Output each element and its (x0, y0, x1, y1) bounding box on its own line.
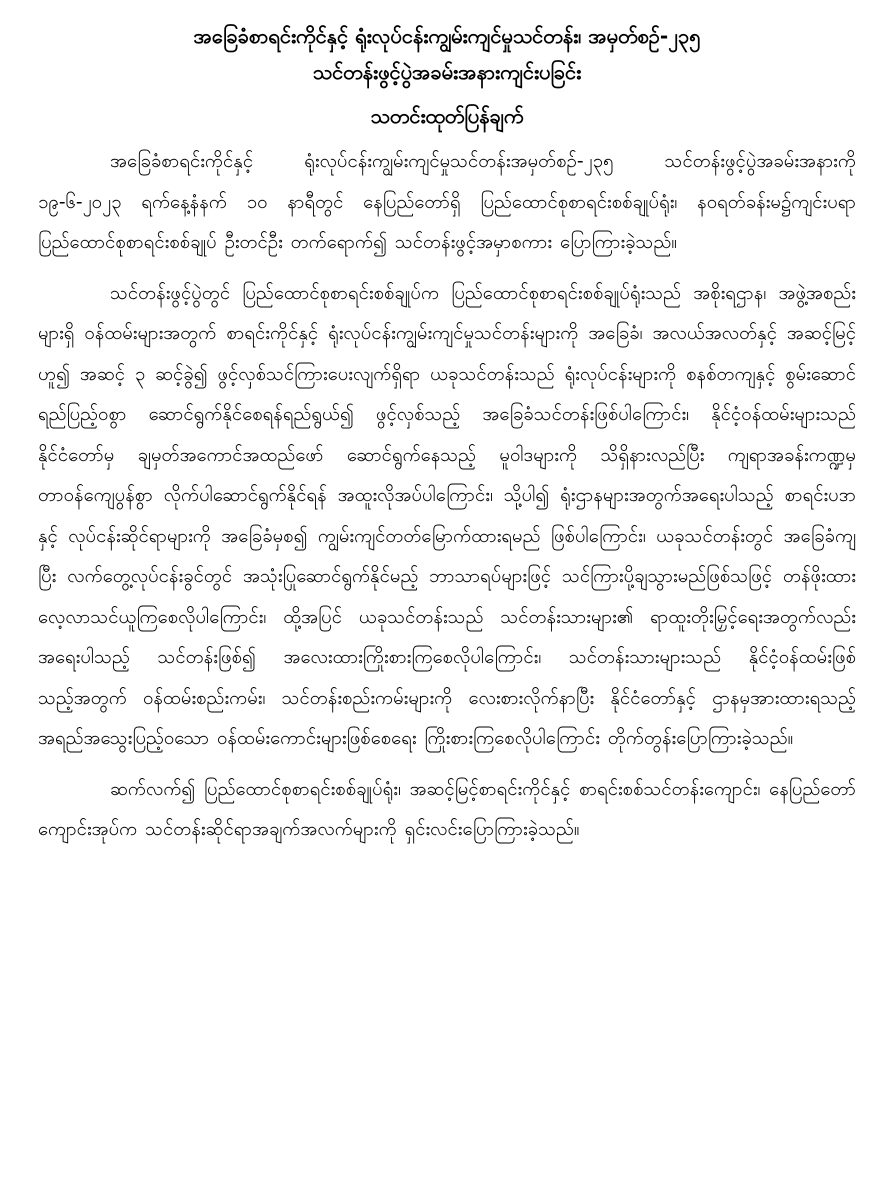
paragraph-3: ဆက်လက်၍ ပြည်ထောင်စုစာရင်းစစ်ချုပ်ရုံး၊ အဆင့်မြင့်စာရင်းကိုင်နှင့် စာရင်းစစ်သင်တန်းကျောင်း၊ နေပြည်တော်ကျောင်းအုပ်က သင်တန်းဆိုင်ရာအချက်အလက်များကို ရှင်းလင်းပြောကြားခဲ့သည်။ (38, 778, 856, 840)
paragraph-1: အခြေခံစာရင်းကိုင်နှင့် ရုံးလုပ်ငန်းကျွမ်းကျင်မှုသင်တန်းအမှတ်စဉ်-၂၃၅ သင်တန်းဖွင့်ပွဲအခမ်းအနားကို ၁၉-၆-၂၀၂၃ ရက်နေ့နံနက် ၁၀ နာရီတွင် နေပြည်တော်ရှိ ပြည်ထောင်စုစာရင်းစစ်ချုပ်ရုံး၊ နဝရတ်ခန်းမ၌ကျင်းပရာ ပြည်ထောင်စုစာရင်းစစ်ချုပ် ဦးတင်ဦး တက်ရောက်၍ သင်တန်းဖွင့်အမှာစကား ပြောကြားခဲ့သည်။ (38, 151, 856, 253)
document-title-line-2: သင်တန်းဖွင့်ပွဲအခမ်းအနားကျင်းပခြင်း (312, 60, 582, 84)
document-title-line-1: အခြေခံစာရင်းကိုင်နှင့် ရုံးလုပ်ငန်းကျွမ်းကျင်မှုသင်တန်း၊ အမှတ်စဉ်-၂၃၅ (193, 24, 701, 48)
document-subtitle: သတင်းထုတ်ပြန်ချက် (370, 104, 524, 128)
title-block (38, 18, 856, 90)
paragraph-2: သင်တန်းဖွင့်ပွဲတွင် ပြည်ထောင်စုစာရင်းစစ်ချုပ်က ပြည်ထောင်စုစာရင်းစစ်ချုပ်ရုံးသည် အစိုးရဌာန၊ အဖွဲ့အစည်းများရှိ ဝန်ထမ်းများအတွက် စာရင်းကိုင်နှင့် ရုံးလုပ်ငန်းကျွမ်းကျင်မှုသင်တန်းများကို အခြေခံ၊ အလယ်အလတ်နှင့် အဆင့်မြင့်ဟူ၍ အဆင့် ၃ ဆင့်ခွဲ၍ ဖွင့်လှစ်သင်ကြားပေးလျက်ရှိရာ ယခုသင်တန်းသည် ရုံးလုပ်ငန်းများကို စနစ်တကျနှင့် စွမ်းဆောင်ရည်ပြည့်ဝစွာ ဆောင်ရွက်နိုင်စေရန်ရည်ရွယ်၍ ဖွင့်လှစ်သည့် အခြေခံသင်တန်းဖြစ်ပါကြောင်း၊ နိုင်ငံ့ဝန်ထမ်းများသည် နိုင်ငံတော်မှ ချမှတ်အကောင်အထည်ဖော် ဆောင်ရွက်နေသည့် မူဝါဒများကို သိရှိနားလည်ပြီး ကျရာအခန်းကဏ္ဍမှ တာဝန်ကျေပွန်စွာ လိုက်ပါဆောင်ရွက်နိုင်ရန် အထူးလိုအပ်ပါကြောင်း၊ သို့ပါ၍ ရုံးဌာနများအတွက်အရေးပါသည့် စာရင်းပဒာနှင့် လုပ်ငန်းဆိုင်ရာများကို အခြေခံမှစ၍ ကျွမ်းကျင်တတ်မြောက်ထားရမည် ဖြစ်ပါကြောင်း၊ ယခုသင်တန်းတွင် အခြေခံကျပြီး လက်တွေ့လုပ်ငန်းခွင်တွင် အသုံးပြုဆောင်ရွက်နိုင်မည့် ဘာသာရပ်များဖြင့် သင်ကြားပို့ချသွားမည်ဖြစ်သဖြင့် တန်ဖိုးထားလေ့လာသင်ယူကြစေလိုပါကြောင်း၊ ထို့အပြင် ယခုသင်တန်းသည် သင်တန်းသားများ၏ ရာထူးတိုးမြှင့်ရေးအတွက်လည်းအရေးပါသည့် သင်တန်းဖြစ်၍ အလေးထားကြိုးစားကြစေလိုပါကြောင်း၊ သင်တန်းသားများသည် နိုင်ငံ့ဝန်ထမ်းဖြစ်သည့်အတွက် ဝန်ထမ်းစည်းကမ်း၊ သင်တန်းစည်းကမ်းများကို လေးစားလိုက်နာပြီး နိုင်ငံတော်နှင့် ဌာနမှအားထားရသည့် အရည်အသွေးပြည့်ဝသော ဝန်ထမ်းကောင်းများဖြစ်စေရေး ကြိုးစားကြစေလိုပါကြောင်း တိုက်တွန်းပြောကြားခဲ့သည်။ (38, 282, 856, 749)
